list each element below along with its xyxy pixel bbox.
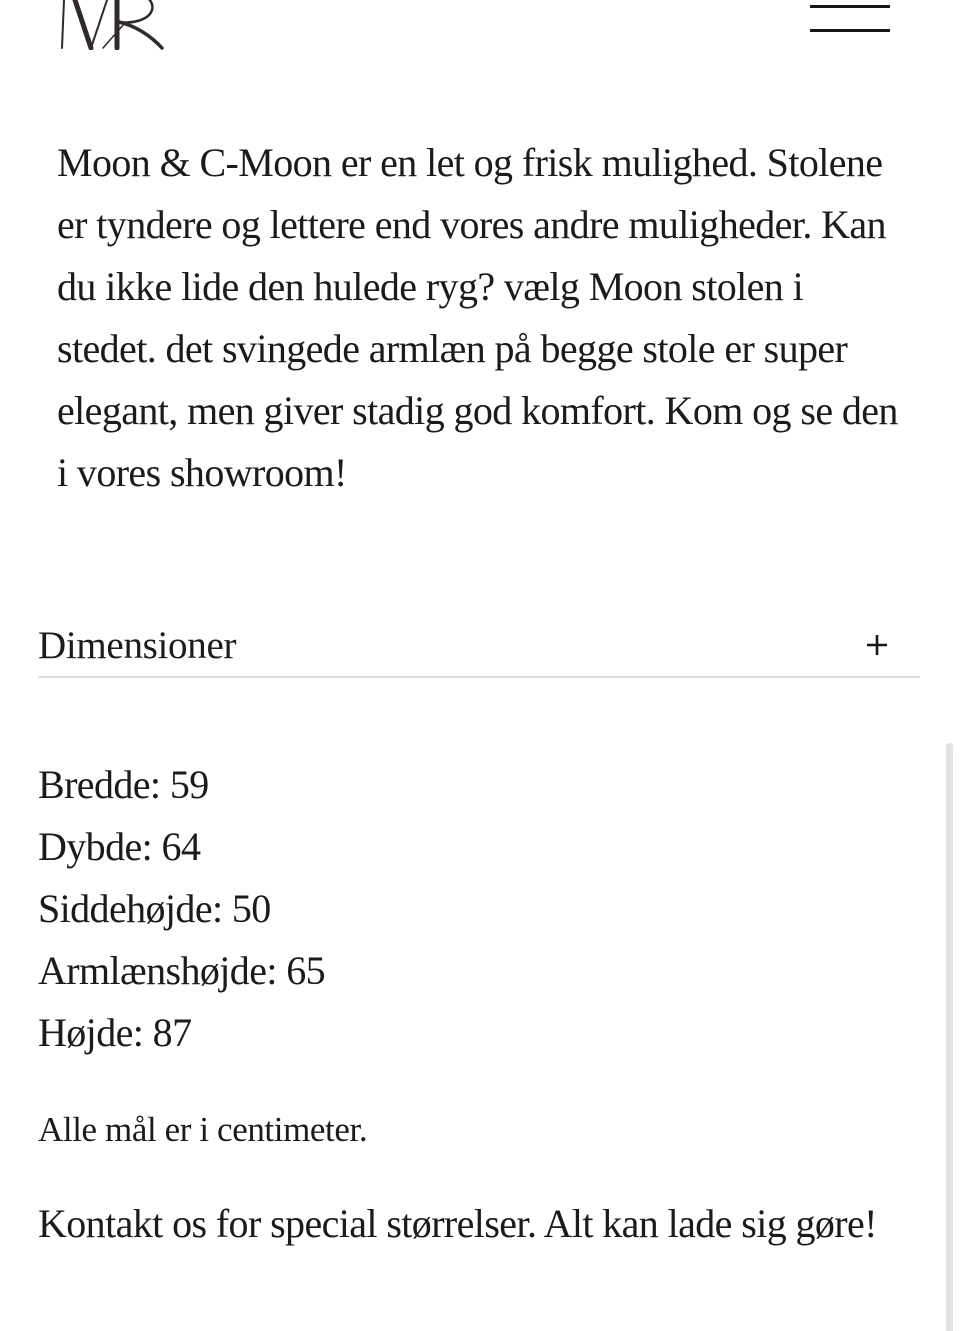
- description-line: Moon & C-Moon er en let og frisk mulighed. Stolene: [57, 140, 883, 185]
- description-line: i vores showroom!: [57, 450, 347, 495]
- unit-note: Alle mål er i centimeter.: [38, 1110, 368, 1149]
- hamburger-bar-top: [810, 5, 890, 8]
- dimension-width: Bredde: 59: [38, 762, 209, 807]
- accordion-header-dimensioner[interactable]: [38, 620, 920, 670]
- description-line: elegant, men giver stadig god komfort. Kom og se den: [57, 388, 898, 433]
- scrollbar-thumb[interactable]: [946, 743, 953, 1331]
- dimension-depth: Dybde: 64: [38, 824, 201, 869]
- accordion-divider: [38, 676, 920, 678]
- dimension-seat-height: Siddehøjde: 50: [38, 886, 271, 931]
- dimensions-list: [38, 754, 325, 1064]
- hamburger-menu-icon[interactable]: [810, 5, 890, 33]
- contact-note: Kontakt os for special størrelser. Alt kan lade sig gøre!: [38, 1201, 877, 1246]
- description-line: stedet. det svingede armlæn på begge stole er super: [57, 326, 848, 371]
- accordion-title: Dimensioner: [38, 623, 237, 667]
- brand-logo[interactable]: [58, 0, 170, 50]
- dimension-armrest-height: Armlænshøjde: 65: [38, 948, 326, 993]
- dimension-height: Højde: 87: [38, 1010, 192, 1055]
- hamburger-bar-bottom: [810, 29, 890, 32]
- mr-monogram-icon: [58, 37, 170, 54]
- plus-icon[interactable]: [866, 633, 888, 657]
- description-line: du ikke lide den hulede ryg? vælg Moon stolen i: [57, 264, 804, 309]
- product-description: [57, 132, 937, 504]
- description-line: er tyndere og lettere end vores andre muligheder. Kan: [57, 202, 886, 247]
